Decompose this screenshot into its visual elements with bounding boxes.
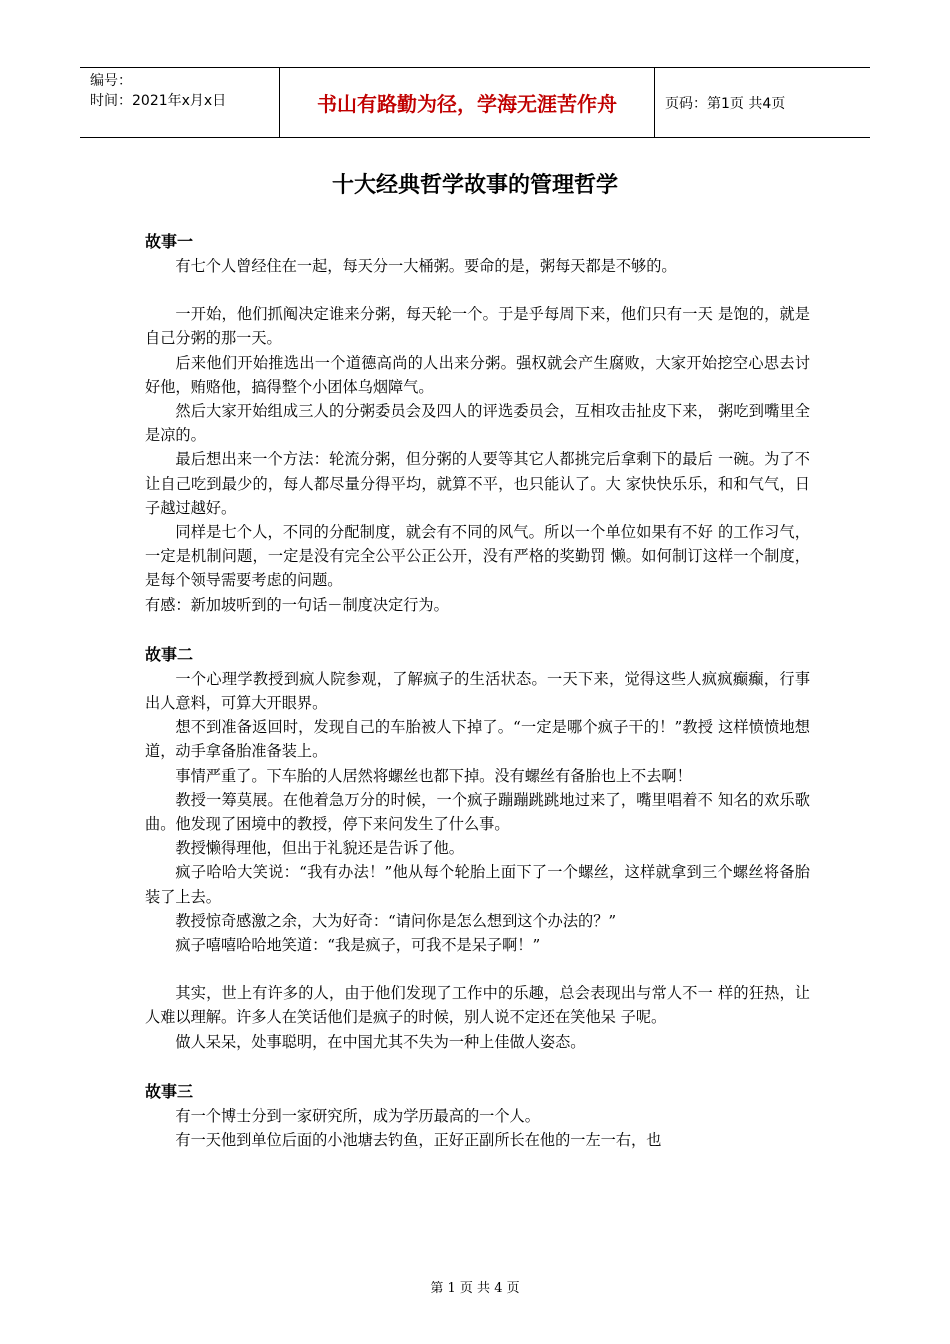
date-label: 时间：2021年x月x日 xyxy=(90,93,227,109)
paragraph: 教授惊奇感激之余，大为好奇：“请问你是怎么想到这个办法的？” xyxy=(175,911,617,930)
story-two xyxy=(145,643,810,1054)
header-page-info: 页码：第1页 共4页 xyxy=(665,95,786,112)
paragraph: 疯子哈哈大笑说：“我有办法！”他从每个轮胎上面下了一个螺丝，这样就拿到三个螺丝将备胎装了上去。 xyxy=(145,863,810,906)
paragraph: 想不到准备返回时，发现自己的车胎被人下掉了。“一定是哪个疯子干的！”教授 这样愤愤地想道，动手拿备胎准备装上。 xyxy=(145,718,810,761)
paragraph: 其实，世上有许多的人，由于他们发现了工作中的乐趣，总会表现出与常人不一 样的狂热，让人难以理解。许多人在笑话他们是疯子的时候，别人说不定还在笑他呆 子呢。 xyxy=(145,984,810,1027)
paragraph: 一个心理学教授到疯人院参观，了解疯子的生活状态。一天下来，觉得这些人疯疯癫癫，行事出人意料，可算大开眼界。 xyxy=(145,669,810,713)
paragraph: 有七个人曾经住在一起，每天分一大桶粥。要命的是，粥每天都是不够的。 xyxy=(175,257,677,275)
paragraph: 最后想出来一个方法：轮流分粥，但分粥的人要等其它人都挑完后拿剩下的最后 一碗。为了不让自己吃到最少的，每人都尽量分得平均，就算不平，也只能认了。大 家快快乐乐，和和气气，日子越过越好。 xyxy=(145,450,810,517)
paragraph: 有感：新加坡听到的一句话－制度决定行为。 xyxy=(145,595,449,614)
header-motto: 书山有路勤为径，学海无涯苦作舟 xyxy=(280,68,655,137)
story-heading: 故事一 xyxy=(145,232,194,251)
document-body xyxy=(145,230,810,1152)
page-footer: 第 1 页 共 4 页 xyxy=(430,1281,520,1296)
paragraph: 一开始，他们抓阄决定谁来分粥，每天轮一个。于是乎每周下来，他们只有一天 是饱的，就是自己分粥的那一天。 xyxy=(145,305,810,348)
paragraph: 教授懒得理他，但出于礼貌还是告诉了他。 xyxy=(175,839,464,858)
paragraph: 教授一筹莫展。在他着急万分的时候，一个疯子蹦蹦跳跳地过来了，嘴里唱着不 知名的欢乐歌曲。他发现了困境中的教授，停下来问发生了什么事。 xyxy=(145,790,810,834)
paragraph: 后来他们开始推选出一个道德高尚的人出来分粥。强权就会产生腐败，大家开始挖空心思去讨好他，贿赂他，搞得整个小团体乌烟障气。 xyxy=(145,353,810,396)
paragraph: 有一天他到单位后面的小池塘去钓鱼，正好正副所长在他的一左一右，也 xyxy=(175,1131,662,1150)
paragraph: 然后大家开始组成三人的分粥委员会及四人的评选委员会，互相攻击扯皮下来， 粥吃到嘴里全是凉的。 xyxy=(145,402,810,445)
paragraph: 疯子嘻嘻哈哈地笑道：“我是疯子，可我不是呆子啊！” xyxy=(175,936,541,955)
story-three xyxy=(145,1080,810,1152)
paragraph: 有一个博士分到一家研究所，成为学历最高的一个人。 xyxy=(175,1106,540,1125)
header-meta xyxy=(80,68,280,137)
story-one xyxy=(145,230,810,617)
paragraph: 事情严重了。下车胎的人居然将螺丝也都下掉。没有螺丝有备胎也上不去啊！ xyxy=(175,766,692,785)
story-heading: 故事三 xyxy=(145,1081,194,1101)
header-table xyxy=(80,67,870,138)
story-heading: 故事二 xyxy=(145,644,194,664)
paragraph: 做人呆呆，处事聪明，在中国尤其不失为一种上佳做人姿态。 xyxy=(175,1032,586,1051)
paragraph: 同样是七个人，不同的分配制度，就会有不同的风气。所以一个单位如果有不好 的工作习气，一定是机制问题，一定是没有完全公平公正公开，没有严格的奖勤罚 懒。如何制订这样一个制度，是每个领导需要考虑的问题。 xyxy=(145,523,810,590)
number-label: 编号： xyxy=(90,73,132,89)
document-title: 十大经典哲学故事的管理哲学 xyxy=(331,173,618,198)
